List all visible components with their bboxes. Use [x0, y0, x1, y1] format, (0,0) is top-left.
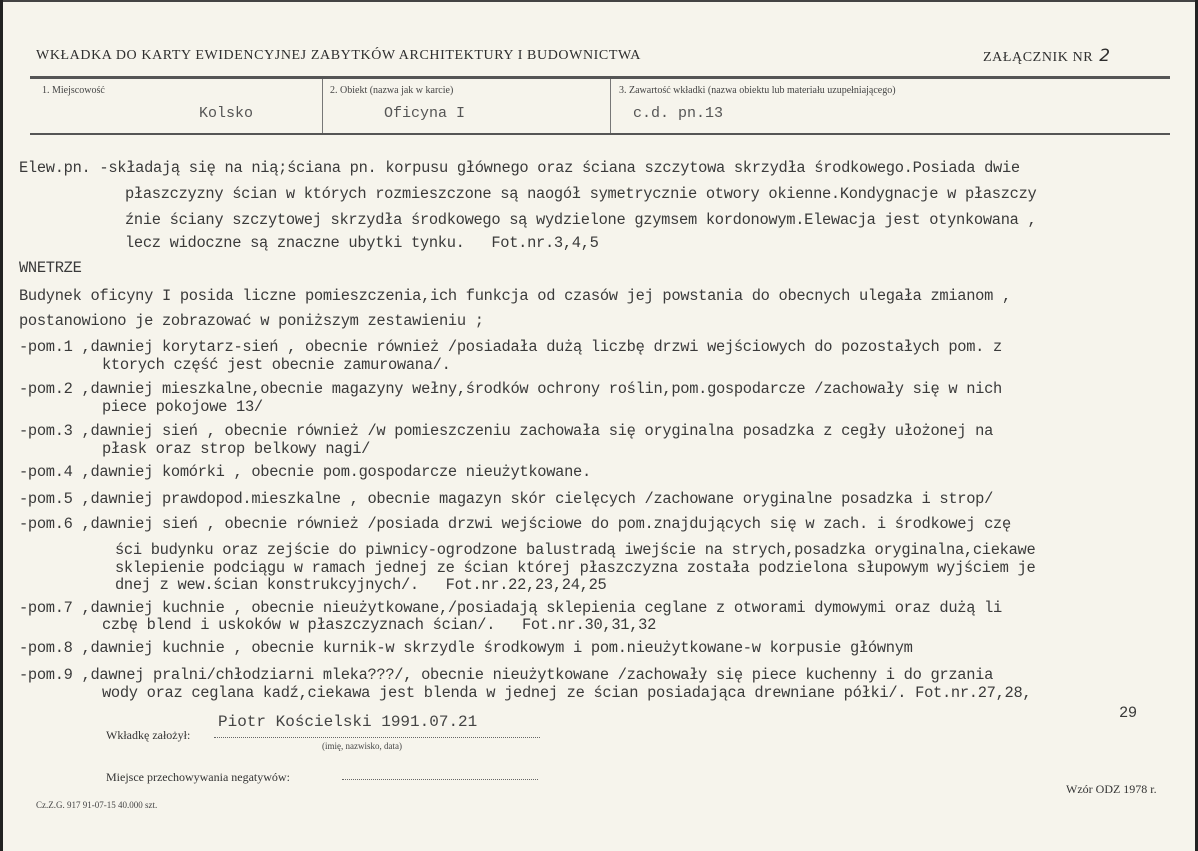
room-entry: -pom.2 ,dawniej mieszkalne,obecnie magazyny wełny,środków ochrony roślin,pom.gospodarcze /zachowały się w nich [19, 380, 1002, 398]
room-entry: -pom.3 ,dawniej sień , obecnie również /w pomieszczeniu zachowała się oryginalna posadzka z cegły ułożonej na [19, 422, 994, 440]
room-entry-cont: czbę blend i uskoków w płaszczyznach ścian/. Fot.nr.30,31,32 [102, 616, 657, 634]
form-pattern: Wzór ODZ 1978 r. [1066, 782, 1157, 796]
created-by-line [214, 737, 540, 738]
room-entry: -pom.7 ,dawniej kuchnie , obecnie nieużytkowane,/posiadają sklepienia ceglane z otworami dymowymi oraz dużą li [19, 599, 1002, 617]
section-heading: WNETRZE [19, 259, 82, 277]
room-entry-cont: płask oraz strop belkowy nagi/ [102, 440, 371, 458]
room-entry: -pom.6 ,dawniej sień , obecnie również /posiada drzwi wejściowe do pom.znajdujących się w zach. i środkowej czę [19, 515, 1011, 533]
storage-line [342, 779, 538, 780]
field-separator-1 [322, 79, 323, 133]
location-value: Kolsko [199, 105, 254, 122]
room-entry-cont: ktorych część jest obecnie zamurowana/. [102, 356, 451, 374]
room-entry: -pom.8 ,dawniej kuchnie , obecnie kurnik-w skrzydle środkowym i pom.nieużytkowane-w korpusie głównym [19, 639, 913, 657]
body-line: Budynek oficyny I posida liczne pomieszczenia,ich funkcja od czasów jej powstania do obecnych ulegała zmianom , [19, 287, 1011, 305]
card-title: WKŁADKA DO KARTY EWIDENCYJNEJ ZABYTKÓW ARCHITEKTURY I BUDOWNICTWA [36, 48, 641, 63]
body-line: Elew.pn. -składają się na nią;ściana pn. korpusu głównego oraz ściana szczytowa skrzydła środkowego.Posiada dwie [19, 159, 1020, 177]
room-entry-cont: sklepienie podciągu w ramach jednej ze ścian której płaszczyzna została podzielona słupowym wyjściem je [115, 559, 1036, 577]
room-entry-cont: 29 [1119, 704, 1137, 722]
content-label: 3. Zawartość wkładki (nazwa obiektu lub materiału uzupełniającego) [619, 85, 896, 96]
room-entry: -pom.5 ,dawniej prawdopod.mieszkalne , obecnie magazyn skór cielęcych /zachowane oryginalne posadzka i strop/ [19, 490, 994, 508]
created-by-hint: (imię, nazwisko, data) [322, 741, 402, 751]
storage-label: Miejsce przechowywania negatywów: [106, 770, 290, 784]
object-label: 2. Obiekt (nazwa jak w karcie) [330, 85, 454, 96]
location-label: 1. Miejscowość [42, 85, 105, 96]
print-code: Cz.Z.G. 917 91-07-15 40.000 szt. [36, 800, 158, 810]
created-by-value: Piotr Kościelski 1991.07.21 [218, 713, 478, 731]
header-rule [30, 76, 1170, 79]
attachment-number: 2 [1099, 46, 1111, 66]
created-by-label: Wkładkę założył: [106, 728, 191, 742]
body-line: postanowiono je zobrazować w poniższym zestawieniu ; [19, 312, 484, 330]
left-border [0, 0, 3, 851]
room-entry-cont: dnej z wew.ścian konstrukcyjnych/. Fot.nr.22,23,24,25 [115, 576, 607, 594]
room-entry-cont: wody oraz ceglana kadź,ciekawa jest blenda w jednej ze ścian posiadająca drewniane półki/. Fot.nr.27,28, [102, 684, 1032, 702]
room-entry-cont: ści budynku oraz zejście do piwnicy-ogrodzone balustradą iwejście na strych,posadzka oryginalna,ciekawe [115, 541, 1036, 559]
room-entry-cont: piece pokojowe 13/ [102, 398, 263, 416]
content-value: c.d. pn.13 [633, 105, 724, 122]
room-entry: -pom.4 ,dawniej komórki , obecnie pom.gospodarcze nieużytkowane. [19, 463, 591, 481]
attachment-label [983, 46, 1111, 66]
object-value: Oficyna I [384, 105, 466, 122]
room-entry: -pom.1 ,dawniej korytarz-sień , obecnie również /posiadała dużą liczbę drzwi wejściowych do pozostałych pom. z [19, 338, 1002, 356]
field-separator-2 [610, 79, 611, 133]
body-line: lecz widoczne są znaczne ubytki tynku. Fot.nr.3,4,5 [125, 234, 599, 252]
top-border [0, 0, 1198, 2]
attachment-label-text: ZAŁĄCZNIK NR [983, 50, 1094, 65]
fields-bottom-rule [30, 133, 1170, 135]
body-line: płaszczyzny ścian w których rozmieszczone są naogół symetrycznie otwory okienne.Kondygnacje w płaszczy [125, 185, 1037, 203]
room-entry: -pom.9 ,dawnej pralni/chłodziarni mleka???/, obecnie nieużytkowane /zachowały się piece kuchenny i do grzania [19, 666, 994, 684]
body-line: źnie ściany szczytowej skrzydła środkowego są wydzielone gzymsem kordonowym.Elewacja jest otynkowana , [125, 211, 1037, 229]
